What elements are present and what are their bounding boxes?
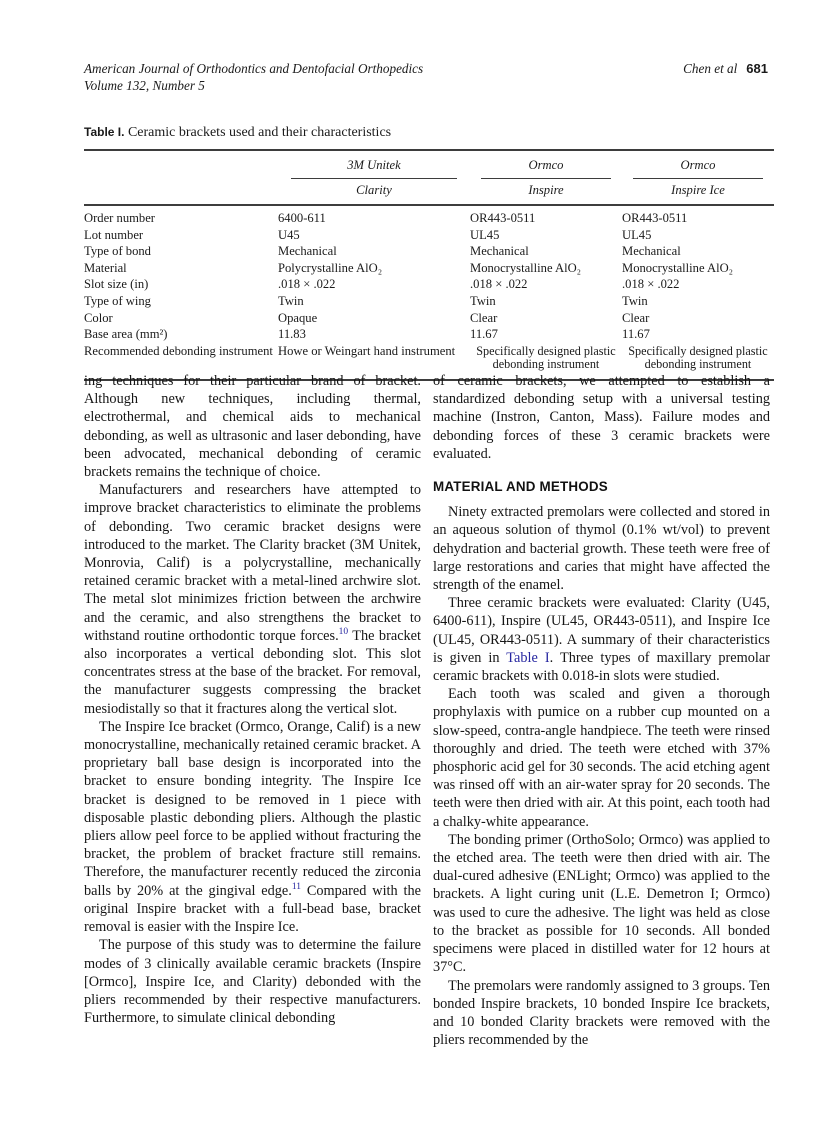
running-head-right [683,60,768,77]
table-caption-text: Ceramic brackets used and their characteristics [127,125,392,140]
table-1-block [84,125,774,381]
table-cell: Twin [278,293,304,308]
brackets-characteristics-table [84,149,774,381]
table-ref-link[interactable]: Table I [506,649,550,666]
table-row [84,205,774,227]
row-label: Base area (mm²) [84,327,168,342]
table-cell: 11.83 [278,327,306,342]
table-cell: Clear [470,310,498,325]
journal-volume: Volume 132, Number 5 [84,78,205,93]
table-cell: .018 × .022 [278,277,336,292]
table-row [84,260,774,277]
running-authors: Chen et al [683,61,738,76]
brand-name: Ormco [633,158,764,179]
table-cell: UL45 [470,227,500,242]
model-name: Clarity [278,179,470,205]
table-cell: Twin [622,293,648,308]
section-heading: MATERIAL AND METHODS [433,479,608,495]
paragraph: The premolars were randomly assigned to 3 groups. Ten bonded Inspire brackets, 10 bonded Inspire Ice brackets, and 10 bonded Clarity brackets were removed with the pliers recommended by the [433,977,770,1049]
table-cell: Mechanical [622,244,681,259]
table-row [84,327,774,344]
table-row [84,277,774,294]
row-label: Order number [84,211,155,225]
row-label: Type of wing [84,293,151,308]
table-cell: .018 × .022 [622,277,680,292]
table-cell: Howe or Weingart hand instrument [278,343,456,358]
running-header [84,60,768,94]
table-cell: Twin [470,293,496,308]
row-label: Material [84,260,127,275]
brand-name: 3M Unitek [291,158,456,179]
journal-title: American Journal of Orthodontics and Dentofacial Orthopedics [84,61,424,76]
table-cell: 11.67 [622,327,650,342]
empty-header-cell [84,150,278,179]
row-label: Slot size (in) [84,277,149,292]
table-row [84,310,774,327]
paragraph: The bonding primer (OrthoSolo; Ormco) was applied to the etched area. The teeth were then dried with air. The dual-cured adhesive (ENLight; Ormco) was applied to the brackets. A light curing unit (L.E. Demetron I; Ormco) was used to cure the adhesive. The light was held as close to the bracket as possible for 10 seconds. All bonded specimens were placed in distilled water for 12 hours at 37°C. [433,831,770,976]
table-caption [84,125,774,141]
table-cell: Clear [622,310,650,325]
table-row [84,227,774,244]
brand-name: Ormco [481,158,612,179]
paragraph: ing techniques for their particular brand of bracket. Although new techniques, including thermal, electrothermal, and chemical aids to mechanical debonding, as well as ultrasonic and laser debonding, have been advocated, mechanical debonding of ceramic brackets remains the technique of choice. [84,373,421,481]
page-number: 681 [746,61,768,76]
article-body [84,372,770,1049]
table-cell: OR443-0511 [622,211,688,225]
paragraph: Manufacturers and researchers have attempted to improve bracket characteristics to eliminate the problems of debonding. Two ceramic bracket designs were introduced to the market. The Clarity bracket (3M Unitek, Monrovia, Calif) is a polycrystalline, mechanically retained ceramic bracket with a metal-lined archwire slot. The metal slot minimizes friction between the archwire and the ceramic, and also strengthens the bracket to withstand routine orthodontic torque forces.$^{10}$ The bracket also incorporates a vertical debonding slot. This slot concentrates stress at the base of the bracket. For removal, the manufacturer suggests compressing the bracket mesiodistally so that it fractures along the vertical slot. [84,482,422,717]
row-label: Type of bond [84,244,151,259]
paragraph: of ceramic brackets, we attempted to establish a standardized debonding setup with a universal testing machine (Instron, Canton, Mass). Failure modes and debonding forces of these 3 ceramic brackets were evaluated. [433,373,770,462]
paragraph: Three ceramic brackets were evaluated: Clarity (U45, 6400-611), Inspire (UL45, OR443-0511), and Inspire Ice (UL45, OR443-0511). A summary of their characteristics is given in Table I. Three types of maxillary premolar ceramic brackets with 0.018-in slots were studied. [433,595,770,685]
table-cell: Specifically designed plastic debonding instrument [476,343,616,372]
paragraph: The purpose of this study was to determine the failure modes of 3 clinically available ceramic brackets (Inspire [Ormco], Inspire Ice, and Clarity) debonded with the pliers recommended by their respective manufacturers. Furthermore, to simulate clinical debonding [84,937,421,1027]
paragraph: The Inspire Ice bracket (Ormco, Orange, Calif) is a new monocrystalline, mechanically retained ceramic bracket. A proprietary ball base design is incorporated into the bracket to ensure bonding integrity. The Inspire Ice bracket is designed to be removed in 1 piece with disposable plastic debonding pliers. Although the plastic pliers allow peel force to be applied without fracturing the bracket, the problem of bracket fracture still remains. Therefore, the manufacturer recently reduced the zirconia balls by 20% at the gingival edge.$^{11}$ Compared with the original Inspire bracket with a full-bead base, bracket removal is easier with the Inspire Ice. [84,718,421,936]
model-header-row [84,179,774,205]
empty-header-cell [84,179,278,205]
table-label: Table I. [84,125,125,139]
table-cell: Mechanical [278,244,337,259]
table-cell: Monocrystalline AlO₂ [470,260,582,275]
table-cell: 11.67 [470,327,498,342]
table-body [84,205,774,380]
row-label: Lot number [84,227,144,242]
table-cell: 6400-611 [278,211,326,225]
table-cell: Opaque [278,310,318,325]
right-column [433,372,770,1049]
table-cell: .018 × .022 [470,277,528,292]
paragraph: Ninety extracted premolars were collected and stored in an aqueous solution of thymol (0.1% wt/vol) to prevent dehydration and bacterial growth. These teeth were free of large restorations and caries that might have affected the strength of the enamel. [433,504,770,594]
table-header [84,150,774,205]
table-row [84,293,774,310]
row-label: Color [84,310,113,325]
table-cell: UL45 [622,227,652,242]
model-name: Inspire [470,179,622,205]
table-cell: U45 [278,227,300,242]
citation-ref[interactable]: 10 [338,627,349,638]
column-group-2 [470,150,622,179]
brand-header-row [84,150,774,179]
column-group-3 [622,150,774,179]
journal-identification [84,60,423,94]
table-row [84,244,774,261]
table-cell: OR443-0511 [470,211,536,225]
table-cell: Specifically designed plastic debonding instrument [628,343,768,372]
table-cell: Polycrystalline AlO₂ [278,260,383,275]
paragraph: Each tooth was scaled and given a thorough prophylaxis with pumice on a rubber cup mounted on a slow-speed, contra-angle handpiece. The teeth were rinsed thoroughly and dried. The teeth were etched with 37% phosphoric acid gel for 30 seconds. The acid etching agent was rinsed off with an air-water spray for 20 seconds. The teeth were then dried with air. At this point, each tooth had a chalky-white appearance. [433,686,770,830]
column-group-1 [278,150,470,179]
model-name: Inspire Ice [622,179,774,205]
table-cell: Mechanical [470,244,529,259]
citation-ref[interactable]: 11 [291,881,301,892]
left-column [84,372,421,1049]
row-label: Recommended debonding instrument [84,343,273,358]
table-cell: Monocrystalline AlO₂ [622,260,734,275]
